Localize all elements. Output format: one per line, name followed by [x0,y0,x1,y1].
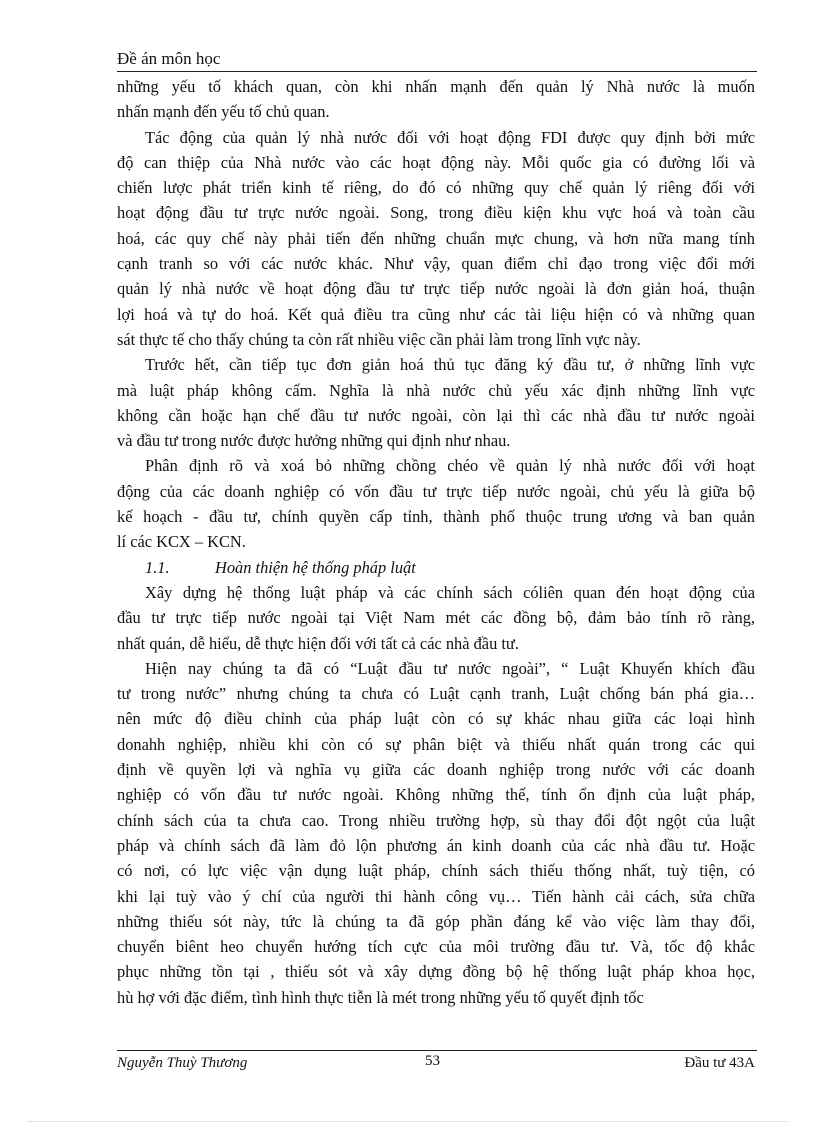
text-line: Tác động của quản lý nhà nước đối với hoạt động FDI được quy định bởi mức [145,127,755,147]
text-line: có nơi, có lực việc vận dụng luật pháp, chính sách thiếu thống nhất, tuỳ tiện, có [117,861,755,881]
text-line: nghiệp có vốn đầu tư nước ngoài. Không những thế, tính ổn định của luật pháp, [117,785,755,805]
text-line: khi lại tuỳ vào ý chí của người thi hành công vụ… Tiến hành cải cách, sửa chữa [117,886,755,906]
text-line: động của các doanh nghiệp có vốn đầu tư trực tiếp nước ngoài, chủ yếu là giữa bộ [117,481,755,501]
text-line: lí các KCX – KCN. [117,532,246,552]
header-title: Đề án môn học [117,49,221,68]
text-line: Phân định rõ và xoá bỏ những chồng chéo về quản lý nhà nước đối với hoạt [145,456,755,476]
text-line: tư trong nước” nhưng chúng ta chưa có Luật cạnh tranh, Luật chống bán phá gia… [117,684,755,704]
text-line: không cần hoặc hạn chế đầu tư nước ngoài, còn lại thì các nhà đầu tư nước ngoài [117,405,755,425]
text-line: hù hợ với đặc điểm, tình hình thực tiễn là mét trong những yếu tố quyết định tốc [117,987,644,1007]
section-heading-number: 1.1. [145,557,170,577]
document-body [117,74,755,1010]
text-line: nhấn mạnh đến yếu tố chủ quan. [117,102,330,122]
text-line: Trước hết, cần tiếp tục đơn giản hoá thủ tục đăng ký đầu tư, ở những lĩnh vực [145,355,755,375]
text-line: cạnh tranh so với các nước khác. Như vậy, quan điểm chỉ đạo trong việc đổi mới [117,254,755,274]
text-line: hoạt động đầu tư trực nước ngoài. Song, trong điều kiện khu vực hoá và toàn cầu [117,203,755,223]
text-line: định về quyền lợi và nghĩa vụ giữa các doanh nghiệp trong nước với các doanh [117,760,755,780]
text-line: nhất quán, dễ hiểu, dễ thực hiện đối với tất cả các nhà đầu tư. [117,633,519,653]
text-line: độ can thiệp của Nhà nước vào các hoạt động này. Mỗi quốc gia có đường lối và [117,152,755,172]
text-line: nên mức độ điều chỉnh của pháp luật còn có sự khác nhau giữa các loại hình [117,709,755,729]
footer-class: Đầu tư 43A [684,1055,755,1071]
footer-rule [117,1050,757,1051]
text-line: sát thực tế cho thấy chúng ta còn rất nhiều việc cần phải làm trong lĩnh vực này. [117,329,641,349]
text-line: Hiện nay chúng ta đã có “Luật đầu tư nước ngoài”, “ Luật Khuyến khích đầu [145,658,755,678]
page-bottom-border [28,1121,788,1122]
text-line: chiến lược phát triển kinh tế riêng, do đó có những quy chế quản lý riêng đối với [117,178,755,198]
section-heading [117,555,755,580]
text-line: và đầu tư trong nước được hưởng những qui định như nhau. [117,431,511,451]
text-line: những thiếu sót này, tức là chúng ta đã góp phần đáng kể vào việc làm thay đổi, [117,911,755,931]
text-line: lợi hoá và tự do hoá. Kết quả điều tra cũng như các tài liệu hiện có và những quan [117,304,755,324]
text-line: Xây dựng hệ thống luật pháp và các chính sách cóliên quan đén hoạt động của [145,582,755,602]
text-line: mà luật pháp không cấm. Nghĩa là nhà nước chủ yếu xác định những lĩnh vực [117,380,755,400]
text-line: phục những tồn tại , thiếu sót và xây dựng đồng bộ hệ thống luật pháp khoa học, [117,962,755,982]
text-line: chuyển biênt heo chuyển hướng tích cực của môi trường đầu tư. Và, tốc độ khắc [117,937,755,957]
text-line: kế hoạch - đầu tư, chính quyền cấp tỉnh, thành phố thuộc trung ương và ban quản [117,507,755,527]
header-rule [117,71,757,72]
text-line: pháp và chính sách đã làm đỏ lộn phương án kinh doanh của các nhà đầu tư. Hoặc [117,835,755,855]
footer-page-number: 53 [425,1053,440,1069]
text-line: donahh nghiệp, nhiều khi còn có sự phân biệt và thiếu nhất quán trong các qui [117,734,755,754]
section-heading-text: Hoàn thiện hệ thống pháp luật [215,557,416,577]
text-line: chính sách của ta chưa cao. Trong nhiều trường hợp, sù thay đổi đột ngột của luật [117,810,755,830]
text-line: quản lý nhà nước về hoạt động đầu tư trực tiếp nước ngoài là đơn giản hoá, thuận [117,279,755,299]
footer-author: Nguyễn Thuỳ Thương [117,1055,248,1071]
text-line: đầu tư trực tiếp nước ngoài tại Việt Nam mét các đồng bộ, đảm bảo tính rõ ràng, [117,608,755,628]
text-line: hoá, các quy chế này phải tiến đến những chuẩn mực chung, và hơn nữa mang tính [117,228,755,248]
text-line: những yếu tố khách quan, còn khi nhấn mạnh đến quản lý Nhà nước là muốn [117,77,755,96]
